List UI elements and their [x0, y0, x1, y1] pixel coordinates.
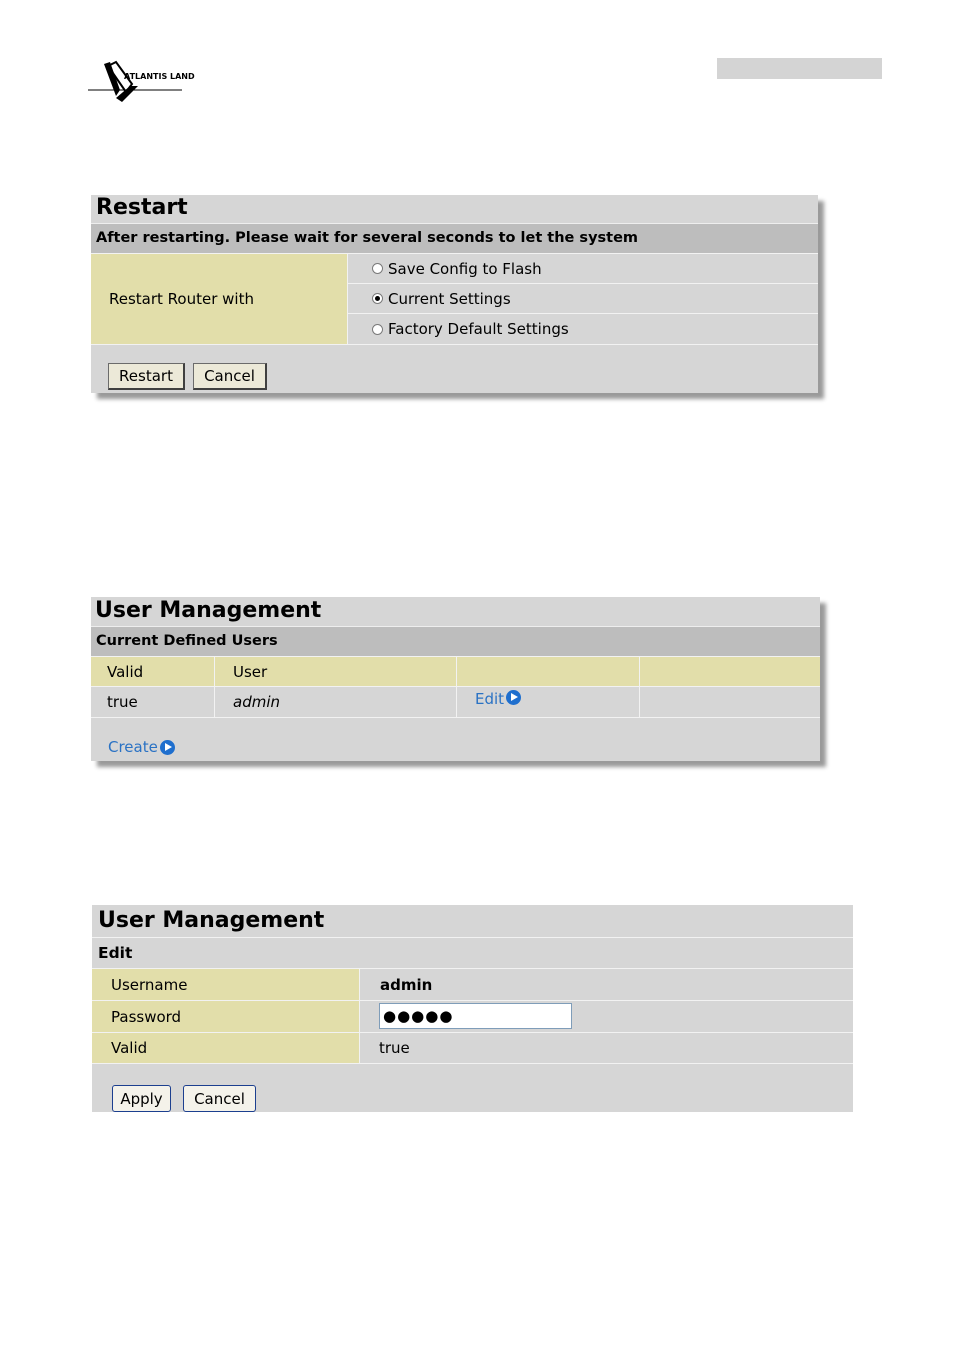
panel-subtitle: Current Defined Users	[91, 626, 820, 656]
user-list-panel	[91, 597, 820, 761]
username-row	[92, 968, 853, 1000]
option-label: Save Config to Flash	[388, 259, 542, 278]
edit-link[interactable]: Edit	[475, 690, 505, 708]
panel-title: User Management	[92, 905, 853, 937]
valid-row	[92, 1032, 853, 1063]
arrow-right-icon[interactable]	[506, 690, 521, 705]
arrow-right-icon[interactable]	[160, 740, 175, 755]
username-value: admin	[359, 969, 853, 1000]
header-bar	[717, 58, 882, 79]
option-label: Current Settings	[388, 289, 511, 308]
cancel-button[interactable]: Cancel	[193, 363, 267, 390]
table-row	[91, 686, 820, 717]
restart-label-cell	[91, 253, 347, 344]
user-edit-panel	[92, 905, 853, 1112]
restart-button[interactable]: Restart	[108, 363, 185, 390]
cell-valid: true	[107, 693, 138, 711]
option-row[interactable]	[347, 313, 818, 344]
username-label: Username	[92, 969, 359, 1000]
cell-user: admin	[214, 687, 456, 717]
panel-title: User Management	[91, 597, 820, 626]
header-user: User	[214, 657, 456, 686]
password-label: Password	[92, 1001, 359, 1032]
option-label: Factory Default Settings	[388, 320, 569, 338]
header-empty	[456, 657, 639, 686]
header-empty	[639, 657, 820, 686]
cell-empty	[639, 687, 820, 717]
panel-title: Restart	[91, 195, 818, 223]
password-row	[92, 1000, 853, 1032]
create-link[interactable]: Create	[108, 738, 158, 756]
table-header-row	[91, 656, 820, 686]
cell-action	[456, 687, 639, 717]
restart-panel	[91, 195, 818, 393]
atlantis-logo	[86, 56, 195, 106]
restart-router-label: Restart Router with	[109, 290, 254, 308]
header-valid: Valid	[107, 662, 144, 681]
radio-save-config[interactable]	[372, 263, 383, 274]
option-row[interactable]	[347, 253, 818, 283]
panel-subtitle: After restarting. Please wait for several seconds to let the system	[91, 223, 818, 253]
logo-text: ATLANTIS LAND	[124, 72, 195, 81]
panel-subtitle: Edit	[92, 937, 853, 968]
radio-current-settings[interactable]	[372, 293, 383, 304]
valid-label: Valid	[92, 1033, 359, 1063]
radio-factory-default[interactable]	[372, 324, 383, 335]
valid-value: true	[359, 1033, 853, 1063]
cancel-button[interactable]: Cancel	[183, 1085, 256, 1112]
apply-button[interactable]: Apply	[112, 1085, 171, 1112]
password-input[interactable]: ●●●●●	[379, 1003, 572, 1029]
option-row[interactable]	[347, 283, 818, 313]
